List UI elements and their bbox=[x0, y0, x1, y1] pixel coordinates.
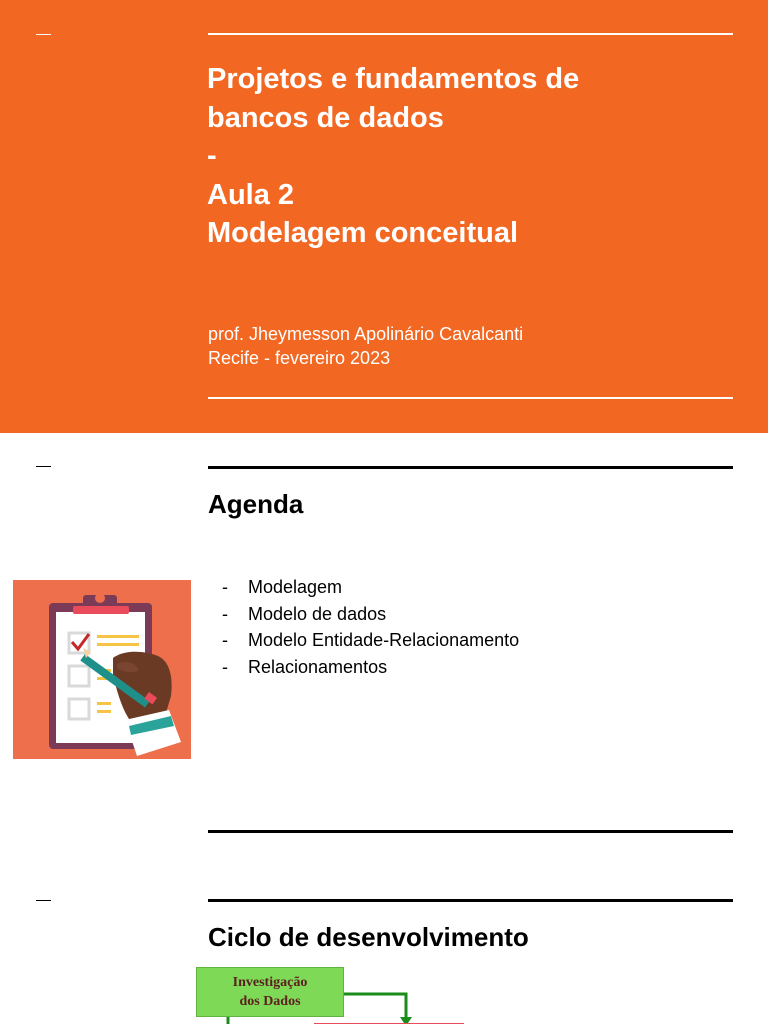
presentation-subtitle bbox=[208, 322, 728, 370]
title-line: bancos de dados bbox=[207, 101, 444, 134]
title-line: Aula 2 bbox=[207, 178, 295, 211]
presentation-title bbox=[207, 60, 727, 253]
slide-marker bbox=[36, 466, 51, 467]
list-item bbox=[222, 601, 519, 628]
list-item-label: Modelo de dados bbox=[248, 603, 387, 624]
list-bullet: - bbox=[222, 577, 228, 597]
agenda-list bbox=[222, 574, 519, 680]
agenda-slide bbox=[0, 433, 768, 866]
cycle-diagram bbox=[196, 967, 496, 1024]
list-item-label: Modelo Entidade-Relacionamento bbox=[248, 630, 520, 651]
bottom-rule bbox=[208, 397, 733, 399]
cycle-slide bbox=[0, 866, 768, 1024]
diagram-box-line: Investigação bbox=[232, 975, 308, 990]
top-rule bbox=[208, 899, 733, 902]
author-name: prof. Jheymesson Apolinário Cavalcanti bbox=[208, 324, 524, 344]
list-item-label: Modelagem bbox=[248, 577, 343, 597]
title-slide bbox=[0, 0, 768, 433]
diagram-box-line: dos Dados bbox=[239, 994, 301, 1009]
list-bullet: - bbox=[222, 603, 228, 624]
slide-heading: Agenda bbox=[208, 489, 304, 519]
title-line: - bbox=[207, 140, 217, 173]
top-rule bbox=[208, 466, 733, 469]
slide-marker bbox=[36, 900, 51, 901]
list-item-label: Relacionamentos bbox=[248, 656, 388, 677]
list-item bbox=[222, 574, 519, 601]
list-bullet: - bbox=[222, 656, 228, 677]
slide-marker bbox=[36, 34, 51, 35]
list-item bbox=[222, 627, 519, 654]
checklist-clipboard-icon bbox=[13, 580, 191, 759]
slide-heading: Ciclo de desenvolvimento bbox=[208, 922, 529, 952]
list-bullet: - bbox=[222, 630, 228, 651]
list-item bbox=[222, 654, 519, 681]
top-rule bbox=[208, 33, 733, 35]
title-line: Projetos e fundamentos de bbox=[207, 63, 580, 95]
bottom-rule bbox=[208, 830, 733, 833]
diagram-arrows bbox=[196, 967, 496, 1024]
location-date: Recife - fevereiro 2023 bbox=[208, 348, 391, 368]
title-line: Modelagem conceitual bbox=[207, 217, 519, 250]
